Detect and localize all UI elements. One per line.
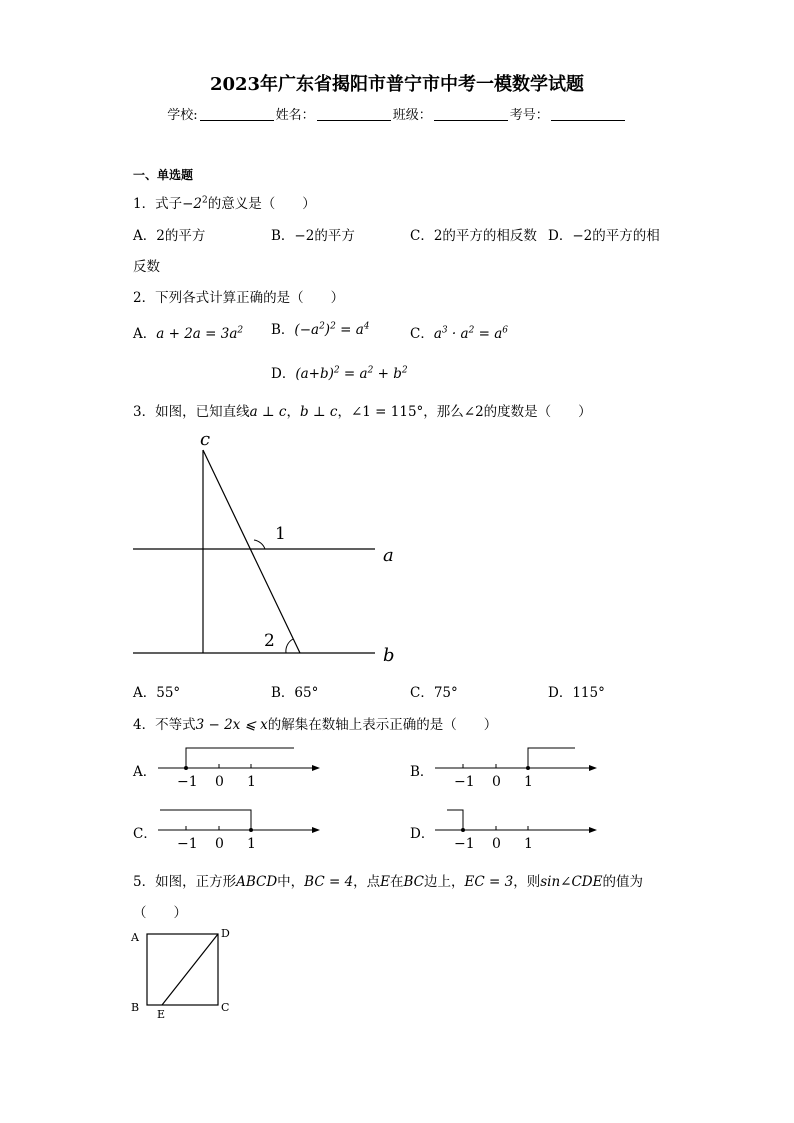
q3-prefix: 3．如图，已知直线 [133, 404, 250, 420]
q3-option-b[interactable]: B．65° [271, 685, 319, 701]
tick-label: −1 [177, 836, 198, 852]
q3-figure [120, 428, 410, 668]
q2-option-b-formula: $(-a^2)^2 = a^4$ [294, 321, 370, 338]
label-b: b [383, 645, 395, 666]
q5-text: ，点 [353, 874, 381, 890]
q3-option-d[interactable]: D．115° [548, 685, 605, 701]
q1-option-d[interactable]: D．−2的平方的相 [548, 228, 660, 244]
question-4-stem [133, 713, 497, 733]
tick-label: 1 [247, 836, 256, 852]
q5-text: 在 [390, 874, 404, 890]
class-blank[interactable] [434, 107, 508, 121]
class-label: 班级： [392, 108, 432, 123]
q1-expr: −2 [182, 196, 202, 212]
question-1-stem [133, 192, 316, 212]
q4-option-c-numberline[interactable] [150, 802, 330, 857]
q4-option-a-numberline[interactable] [150, 740, 330, 795]
label-angle-2: 2 [264, 631, 275, 651]
q4-suffix: 的解集在数轴上表示正确的是（ ） [267, 717, 498, 733]
question-3-stem: 3．如图，已知直线a ⊥ c，b ⊥ c，∠1 = 115°，那么∠2的度数是（ ） [133, 404, 592, 420]
label-a: a [383, 545, 394, 566]
q5-text: 边上， [424, 874, 465, 890]
label-E: E [157, 1008, 166, 1020]
label-c: c [200, 429, 211, 450]
angle-2-arc [286, 639, 293, 653]
label-B: B [131, 1001, 140, 1014]
tick-label: 1 [524, 836, 533, 852]
school-blank[interactable] [200, 107, 274, 121]
q2-option-c-formula: $a^3 \cdot a^2 = a^6$ [433, 325, 508, 342]
q2-option-a-letter: A． [133, 326, 157, 342]
q4-inequality: 3 − 2x ⩽ x [195, 717, 268, 733]
square-abcd [147, 934, 218, 1005]
angle-1-arc [254, 540, 265, 549]
q4-option-c-letter[interactable]: C． [133, 826, 157, 842]
q2-option-b[interactable] [271, 318, 370, 338]
q5-square-name: ABCD [236, 874, 278, 890]
q5-point-e: E [380, 874, 391, 890]
q5-answer-paren: （ ） [133, 905, 187, 921]
q5-text: 中， [277, 874, 305, 890]
q4-option-d-letter[interactable]: D． [410, 826, 435, 842]
tick-label: 0 [492, 774, 501, 790]
tick-label: 0 [492, 836, 501, 852]
transversal-line [203, 450, 300, 653]
q5-figure [128, 925, 238, 1020]
q3-perp-2: b ⊥ c [299, 404, 338, 420]
q1-option-d-wrap: 反数 [133, 259, 160, 275]
q3-middle: ，∠1 = 115°，那么∠2的度数是（ ） [337, 404, 592, 420]
q4-prefix: 4．不等式 [133, 717, 196, 733]
tick-label: 1 [524, 774, 533, 790]
q5-sin-expr: sin∠CDE [540, 874, 603, 890]
q1-option-a[interactable]: A．2的平方 [133, 228, 206, 244]
q2-option-d-letter: D． [271, 366, 296, 382]
section-title: 一、单选题 [133, 168, 194, 182]
q5-text: ，则 [513, 874, 541, 890]
student-info-row [0, 104, 794, 123]
name-label: 姓名： [275, 108, 315, 123]
q2-option-d-formula: $(a+b)^2 = a^2 + b^2$ [295, 365, 408, 382]
tick-label: 1 [247, 774, 256, 790]
label-A: A [131, 931, 139, 944]
q3-perp-1: a ⊥ c [249, 404, 287, 420]
label-angle-1: 1 [275, 524, 286, 544]
q4-option-b-letter[interactable]: B． [410, 764, 434, 780]
q2-option-d[interactable] [271, 362, 408, 382]
q1-suffix: 的意义是（ ） [207, 196, 316, 212]
q3-option-c[interactable]: C．75° [410, 685, 458, 701]
tick-label: −1 [454, 774, 475, 790]
page-title: 2023年广东省揭阳市普宁市中考一模数学试题 [209, 74, 585, 95]
q2-option-c[interactable] [410, 322, 508, 342]
segment-de [162, 934, 218, 1005]
label-C: C [221, 1001, 230, 1014]
q4-option-b-numberline[interactable] [427, 740, 607, 795]
q2-option-a[interactable] [133, 322, 243, 342]
tick-label: 0 [215, 836, 224, 852]
q2-option-b-letter: B． [271, 322, 295, 338]
name-blank[interactable] [317, 107, 391, 121]
q5-side-bc: BC [403, 874, 425, 890]
question-5-stem [133, 870, 643, 890]
question-2-stem: 2．下列各式计算正确的是（ ） [133, 290, 345, 306]
label-D: D [221, 927, 230, 940]
tick-label: −1 [177, 774, 198, 790]
q1-exponent: 2 [202, 195, 208, 206]
q2-option-c-letter: C． [410, 326, 434, 342]
school-label: 学校: [167, 108, 198, 123]
q4-option-d-numberline[interactable] [427, 802, 607, 857]
exam-no-label: 考号： [509, 108, 549, 123]
q1-option-c[interactable]: C．2的平方的相反数 [410, 228, 537, 244]
q5-prefix: 5．如图，正方形 [133, 874, 237, 890]
q5-text: 的值为 [602, 874, 643, 890]
tick-label: 0 [215, 774, 224, 790]
exam-no-blank[interactable] [551, 107, 625, 121]
q2-option-a-formula: $a + 2a = 3a^2$ [156, 325, 244, 342]
q3-option-a[interactable]: A．55° [133, 685, 181, 701]
tick-label: −1 [454, 836, 475, 852]
q1-option-b[interactable]: B．−2的平方 [271, 228, 355, 244]
q5-bc-eq: BC = 4 [304, 874, 354, 890]
q1-prefix: 1．式子 [133, 196, 183, 212]
q5-ec-eq: EC = 3 [464, 874, 514, 890]
q4-option-a-letter[interactable]: A． [133, 764, 157, 780]
